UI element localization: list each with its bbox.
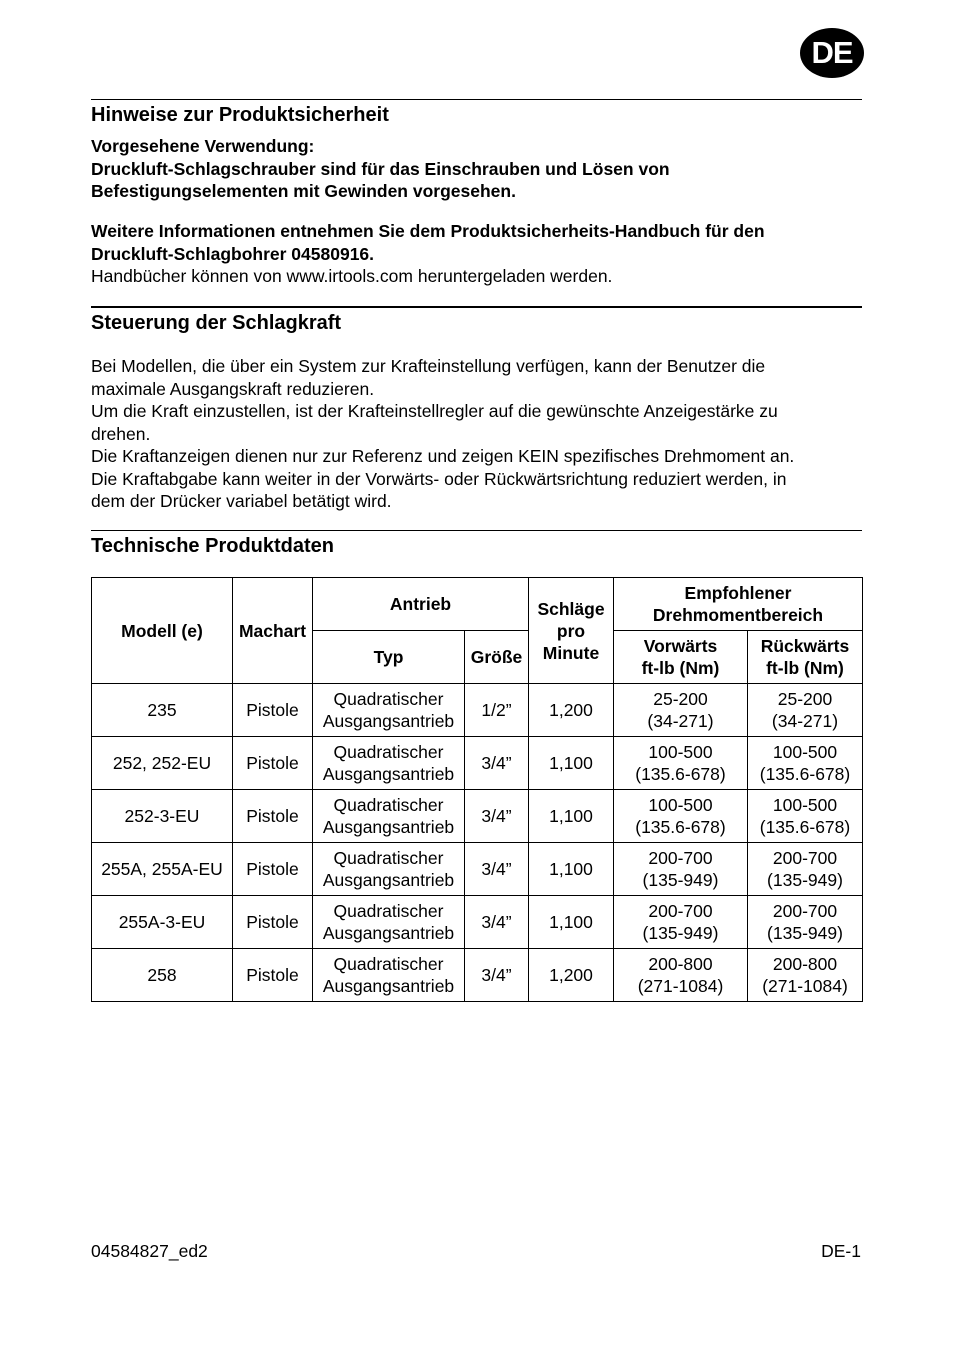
cell-forward — [614, 790, 748, 843]
section-title-product-safety: Hinweise zur Produktsicherheit — [91, 104, 389, 126]
cell-forward — [614, 843, 748, 896]
cell-drive — [313, 896, 465, 949]
cell-drive — [313, 843, 465, 896]
cell-text: Quadratischer — [333, 901, 444, 921]
header-type: Machart — [233, 578, 313, 684]
download-note: Handbücher können von www.irtools.com heruntergeladen werden. — [91, 266, 613, 286]
cell-bpm: 1,100 — [529, 896, 614, 949]
info-line: Weitere Informationen entnehmen Sie dem Produktsicherheits-Handbuch für den — [91, 221, 765, 241]
cell-model: 258 — [92, 949, 233, 1002]
header-model: Modell (e) — [92, 578, 233, 684]
cell-bpm: 1,200 — [529, 684, 614, 737]
text-line: Die Kraftabgabe kann weiter in der Vorwärts- oder Rückwärtsrichtung reduziert werden, in — [91, 468, 787, 489]
cell-text: (135.6-678) — [635, 817, 726, 837]
cell-text: (34-271) — [771, 711, 839, 731]
cell-drive — [313, 790, 465, 843]
table-header-row — [92, 578, 863, 631]
cell-forward — [614, 737, 748, 790]
header-text: Schläge — [537, 598, 605, 619]
cell-type: Pistole — [233, 896, 313, 949]
text-line: drehen. — [91, 423, 151, 444]
header-drive-type: Typ — [313, 631, 465, 684]
language-badge: DE — [800, 28, 864, 78]
spec-table — [91, 577, 863, 1002]
cell-size: 3/4” — [465, 790, 529, 843]
cell-bpm: 1,100 — [529, 843, 614, 896]
cell-text: 25-200 — [653, 689, 708, 709]
header-text: ft-lb (Nm) — [766, 658, 844, 678]
cell-text: (271-1084) — [637, 976, 724, 996]
cell-text: 100-500 — [648, 795, 713, 815]
cell-text: (135-949) — [767, 870, 843, 890]
cell-model: 235 — [92, 684, 233, 737]
info-block — [91, 220, 862, 288]
intended-use-block — [91, 135, 862, 203]
header-reverse — [748, 631, 863, 684]
cell-text: Ausgangsantrieb — [322, 817, 455, 837]
header-text: Minute — [542, 642, 600, 663]
text-line: Die Kraftanzeigen dienen nur zur Referenz und zeigen KEIN spezifisches Drehmoment an. — [91, 446, 795, 466]
cell-text: Quadratischer — [333, 689, 444, 709]
cell-text: 200-700 — [772, 901, 838, 921]
cell-text: Quadratischer — [333, 795, 444, 815]
cell-model: 252-3-EU — [92, 790, 233, 843]
cell-size: 3/4” — [465, 843, 529, 896]
header-text: Vorwärts — [643, 636, 718, 656]
cell-model: 255A, 255A-EU — [92, 843, 233, 896]
cell-type: Pistole — [233, 843, 313, 896]
cell-text: 200-700 — [648, 848, 713, 868]
cell-text: Ausgangsantrieb — [322, 976, 455, 996]
header-text: Rückwärts — [760, 636, 850, 656]
cell-reverse — [748, 737, 863, 790]
footer-doc-number: 04584827_ed2 — [91, 1241, 208, 1261]
cell-text: 200-700 — [648, 901, 713, 921]
header-text: ft-lb (Nm) — [641, 658, 720, 678]
impact-control-text — [91, 355, 862, 513]
cell-reverse — [748, 790, 863, 843]
cell-size: 1/2” — [465, 684, 529, 737]
cell-bpm: 1,100 — [529, 790, 614, 843]
cell-text: 200-800 — [648, 954, 713, 974]
cell-reverse — [748, 896, 863, 949]
cell-text: 100-500 — [648, 742, 713, 762]
cell-size: 3/4” — [465, 737, 529, 790]
section-title-impact-control: Steuerung der Schlagkraft — [91, 312, 342, 334]
cell-text: Ausgangsantrieb — [322, 923, 455, 943]
cell-type: Pistole — [233, 790, 313, 843]
cell-forward — [614, 949, 748, 1002]
header-text: pro — [556, 620, 586, 641]
cell-text: 100-500 — [772, 795, 838, 815]
cell-text: Quadratischer — [333, 954, 444, 974]
cell-bpm: 1,200 — [529, 949, 614, 1002]
intended-use-line: Befestigungselementen mit Gewinden vorgesehen. — [91, 181, 516, 201]
cell-size: 3/4” — [465, 896, 529, 949]
text-line: maximale Ausgangskraft reduzieren. — [91, 378, 375, 399]
cell-text: Ausgangsantrieb — [322, 870, 455, 890]
cell-text: Quadratischer — [333, 742, 444, 762]
info-line: Druckluft-Schlagbohrer 04580916. — [91, 243, 375, 264]
cell-text: 200-700 — [772, 848, 838, 868]
cell-text: (135.6-678) — [759, 764, 851, 784]
header-drive: Antrieb — [313, 578, 529, 631]
intended-use-label: Vorgesehene Verwendung: — [91, 136, 315, 156]
cell-text: (135.6-678) — [759, 817, 851, 837]
cell-text: (135-949) — [642, 870, 719, 890]
cell-drive — [313, 737, 465, 790]
section-title-technical-data: Technische Produktdaten — [91, 535, 335, 557]
intended-use-line: Druckluft-Schlagschrauber sind für das Einschrauben und Lösen von — [91, 158, 670, 179]
cell-drive — [313, 684, 465, 737]
cell-reverse — [748, 684, 863, 737]
table-row — [92, 684, 863, 737]
cell-drive — [313, 949, 465, 1002]
cell-text: 200-800 — [772, 954, 838, 974]
section-divider — [91, 306, 862, 308]
cell-type: Pistole — [233, 737, 313, 790]
table-row — [92, 737, 863, 790]
cell-text: (271-1084) — [762, 976, 848, 996]
table-row — [92, 949, 863, 1002]
cell-reverse — [748, 949, 863, 1002]
cell-text: Ausgangsantrieb — [322, 764, 455, 784]
header-forward — [614, 631, 748, 684]
header-drive-size: Größe — [465, 631, 529, 684]
cell-bpm: 1,100 — [529, 737, 614, 790]
cell-model: 252, 252-EU — [92, 737, 233, 790]
header-text: Drehmomentbereich — [652, 605, 824, 625]
cell-text: 100-500 — [772, 742, 838, 762]
text-line: Bei Modellen, die über ein System zur Krafteinstellung verfügen, kann der Benutzer die — [91, 356, 766, 376]
header-text: Empfohlener — [684, 583, 792, 603]
cell-text: Quadratischer — [333, 848, 444, 868]
cell-forward — [614, 684, 748, 737]
header-blows-per-minute — [529, 578, 614, 684]
cell-reverse — [748, 843, 863, 896]
cell-text: (135-949) — [642, 923, 719, 943]
cell-type: Pistole — [233, 684, 313, 737]
header-torque-range — [614, 578, 863, 631]
table-row — [92, 790, 863, 843]
cell-model: 255A-3-EU — [92, 896, 233, 949]
cell-text: (135-949) — [767, 923, 843, 943]
cell-text: (135.6-678) — [635, 764, 726, 784]
cell-text: (34-271) — [647, 711, 714, 731]
table-row — [92, 843, 863, 896]
table-row — [92, 896, 863, 949]
top-divider — [91, 99, 862, 100]
footer-page-number: DE-1 — [821, 1241, 861, 1261]
cell-type: Pistole — [233, 949, 313, 1002]
text-line: dem der Drücker variabel betätigt wird. — [91, 491, 392, 511]
cell-size: 3/4” — [465, 949, 529, 1002]
cell-forward — [614, 896, 748, 949]
cell-text: Ausgangsantrieb — [322, 711, 455, 731]
section-divider — [91, 530, 862, 531]
text-line: Um die Kraft einzustellen, ist der Krafteinstellregler auf die gewünschte Anzeigestärke zu — [91, 401, 778, 421]
cell-text: 25-200 — [777, 689, 833, 709]
